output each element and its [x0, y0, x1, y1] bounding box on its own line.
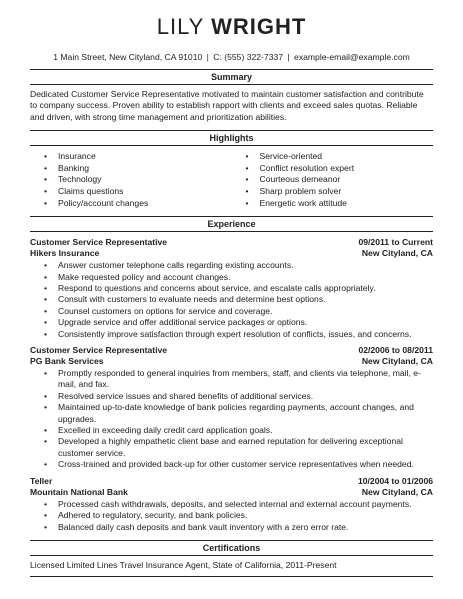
list-item: • Adhered to regulatory, security, and bank policies.: [30, 510, 433, 521]
bottom-divider: [30, 576, 433, 577]
last-name: WRIGHT: [211, 14, 307, 39]
email: example-email@example.com: [294, 52, 410, 62]
list-item: • Cross-trained and provided back-up for other customer service representatives when needed.: [30, 459, 433, 470]
list-item: • Make requested policy and account changes.: [30, 272, 433, 283]
list-item: • Balanced daily cash deposits and bank vault inventory with a zero error rate.: [30, 522, 433, 533]
job-duties: [30, 260, 433, 340]
job-title: Customer Service Representative: [30, 345, 168, 356]
list-item: • Promptly responded to general inquiries from members, staff, and clients via telephone, mail, e-mail, and fax.: [30, 368, 433, 391]
job-header: [30, 476, 433, 487]
company-name: Hikers Insurance: [30, 248, 100, 259]
company-name: PG Bank Services: [30, 356, 104, 367]
highlights-list: [30, 151, 433, 209]
candidate-name: [30, 0, 433, 40]
list-item: • Insurance: [38, 151, 232, 163]
list-item: • Answer customer telephone calls regarding existing accounts.: [30, 260, 433, 271]
list-item: • Resolved service issues and shared benefits of additional services.: [30, 391, 433, 402]
list-item: • Policy/account changes: [38, 198, 232, 210]
address: 1 Main Street, New Cityland, CA 91010: [53, 52, 203, 62]
list-item: • Consult with customers to evaluate needs and determine best options.: [30, 294, 433, 305]
job-entry: [30, 345, 433, 471]
contact-line: [30, 52, 433, 63]
summary-heading: Summary: [30, 69, 433, 85]
job-header: [30, 345, 433, 356]
separator: |: [206, 52, 209, 62]
summary-text: Dedicated Customer Service Representative motivated to maintain customer satisfaction and contribute to company success. Proven ability to establish rapport with clients and exceed sales quotas. Reliable and driven, with strong time management and prioritization abilities.: [30, 89, 424, 122]
first-name: LILY: [156, 14, 204, 39]
separator: |: [287, 52, 290, 62]
highlights-heading: Highlights: [30, 130, 433, 146]
list-item: • Maintained up-to-date knowledge of bank policies regarding payments, account changes, and upgrades.: [30, 402, 433, 425]
list-item: • Consistently improve satisfaction through expert resolution of conflicts, issues, and concerns.: [30, 329, 433, 340]
job-dates: 09/2011 to Current: [358, 237, 433, 248]
experience-heading: Experience: [30, 216, 433, 232]
job-location: New Cityland, CA: [361, 486, 433, 497]
list-item: • Excelled in exceeding daily credit card application goals.: [30, 425, 433, 436]
list-item: • Technology: [38, 174, 232, 186]
list-item: • Service-oriented: [240, 151, 434, 163]
job-dates: 02/2006 to 08/2011: [358, 345, 433, 356]
job-duties: [30, 499, 433, 533]
list-item: • Conflict resolution expert: [240, 163, 434, 175]
job-entry: [30, 237, 433, 340]
job-title: Teller: [30, 475, 53, 486]
list-item: • Respond to questions and concerns about service, and escalate calls appropriately.: [30, 283, 433, 294]
job-dates: 10/2004 to 01/2006: [357, 475, 433, 486]
list-item: • Developed a highly empathetic client base and earned reputation for delivering exceptional customer service.: [30, 436, 433, 459]
job-duties: [30, 368, 433, 471]
list-item: • Energetic work attitude: [240, 198, 434, 210]
job-entry: [30, 476, 433, 533]
list-item: • Courteous demeanor: [240, 174, 434, 186]
list-item: • Upgrade service and offer additional service packages or options.: [30, 317, 433, 328]
job-header: [30, 237, 433, 248]
job-employer: [30, 248, 433, 259]
highlights-right-column: [232, 151, 434, 209]
list-item: • Processed cash withdrawals, deposits, and selected internal and external account payments.: [30, 499, 433, 510]
phone: C: (555) 322-7337: [213, 52, 284, 62]
job-employer: [30, 356, 433, 367]
list-item: • Sharp problem solver: [240, 186, 434, 198]
job-location: New Cityland, CA: [361, 248, 433, 259]
certification-text: Licensed Limited Lines Travel Insurance Agent, State of California, 2011-Present: [30, 559, 337, 570]
list-item: • Claims questions: [38, 186, 232, 198]
job-title: Customer Service Representative: [30, 237, 168, 248]
list-item: • Banking: [38, 163, 232, 175]
list-item: • Counsel customers on options for service and coverage.: [30, 306, 433, 317]
company-name: Mountain National Bank: [30, 486, 128, 497]
certifications-heading: Certifications: [30, 540, 433, 556]
highlights-left-column: [30, 151, 232, 209]
job-employer: [30, 487, 433, 498]
job-location: New Cityland, CA: [361, 356, 433, 367]
